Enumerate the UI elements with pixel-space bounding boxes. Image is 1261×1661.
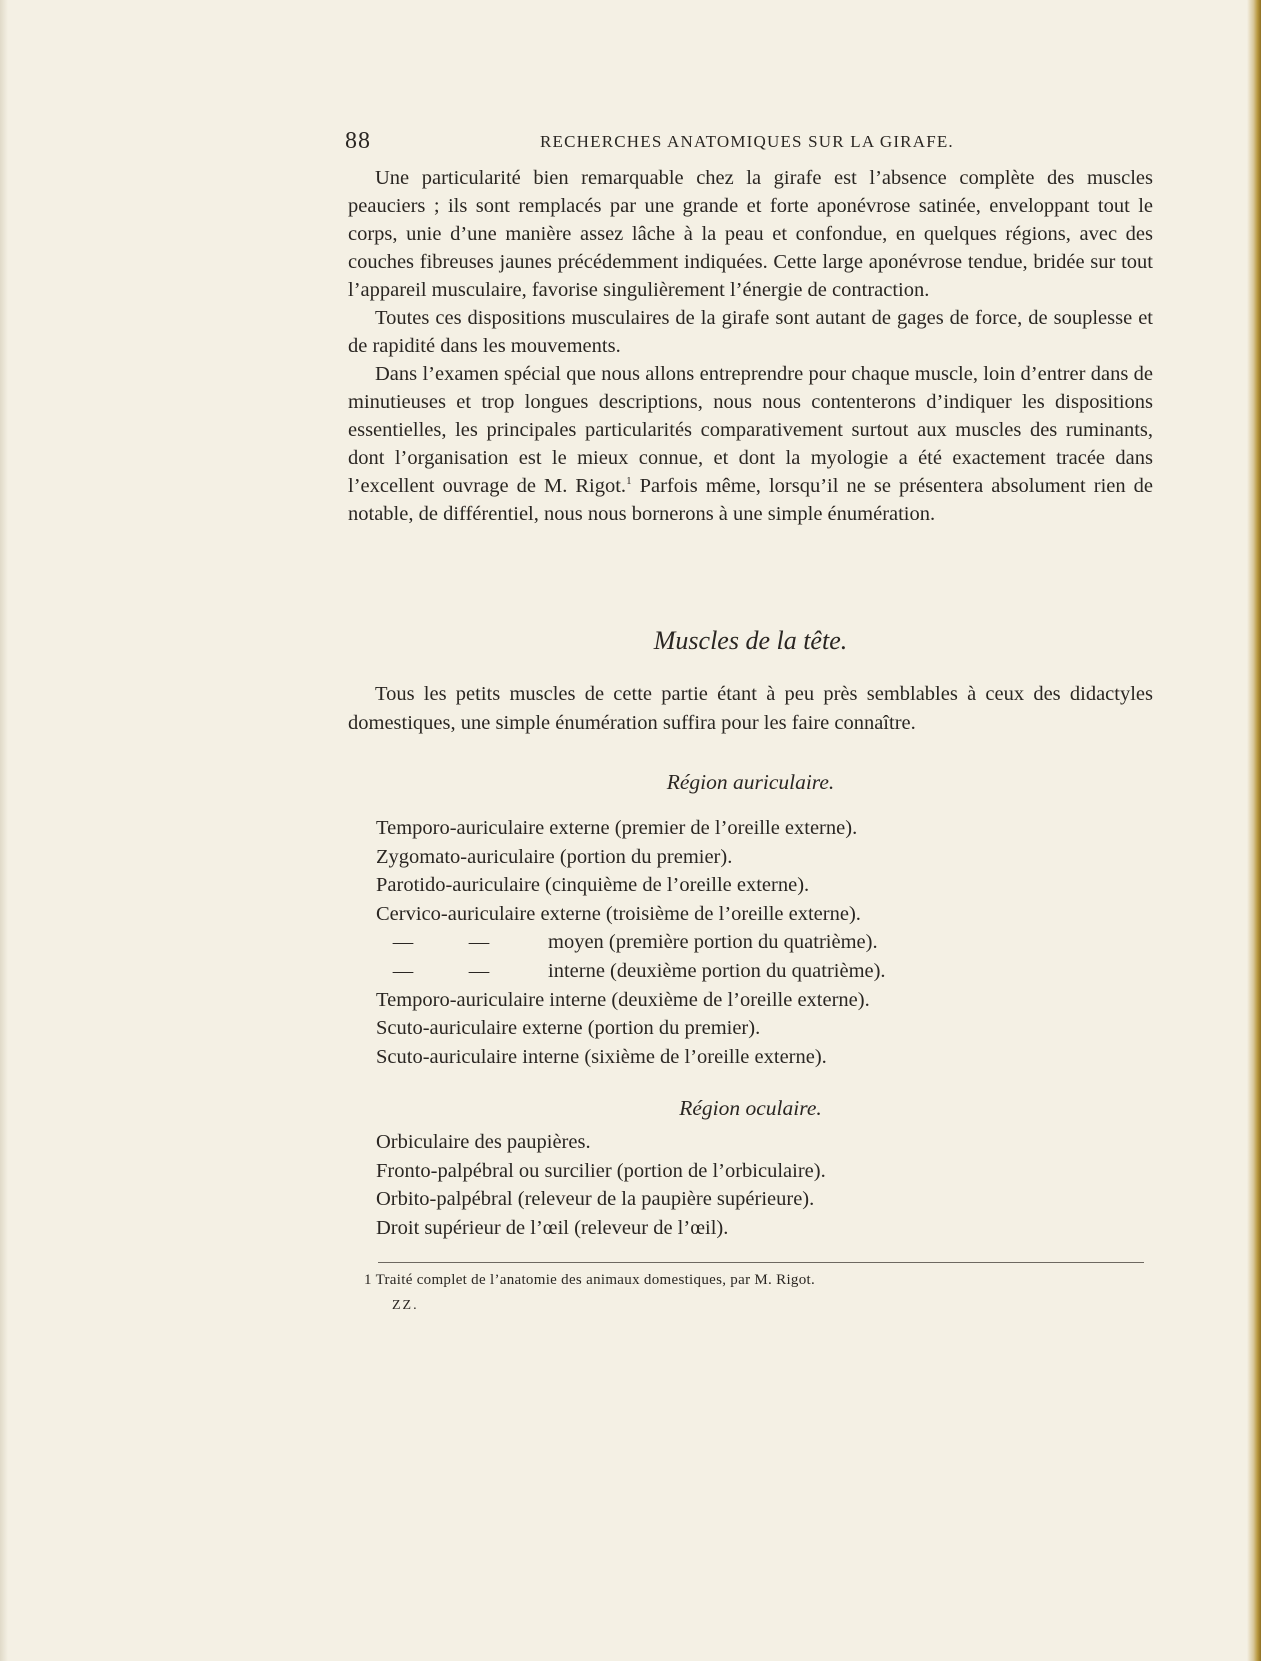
paragraph-1: Une particularité bien remarquable chez la girafe est l’absence complète des muscles peauciers ; ils sont remplacés par une grande et forte aponévrose satinée, enveloppant tout le corps, unie d’une manière assez lâche à la peau et confondue, en quelques régions, avec des couches fibreuses jaunes précédemment indiquées. Cette large aponévrose tendue, bridée sur tout l’appareil musculaire, favorise singulièrement l’énergie de contraction.: [348, 167, 1153, 301]
ditto-dash: —: [468, 931, 490, 954]
section-intro-text: Tous les petits muscles de cette partie étant à peu près semblables à ceux des didactyles domestiques, une simple énumération suffira pour les faire connaître.: [348, 683, 1153, 734]
paragraph-4-text: Parfois même, lorsqu’il ne se présentera absolument rien de notable, de différentiel, nous nous bornerons à une simple énumération.: [348, 475, 1154, 525]
list-item: Orbito-palpébral (releveur de la paupière supérieure).: [376, 1188, 815, 1211]
region-list-auriculaire: [376, 814, 1136, 1071]
ditto-dash: —: [392, 959, 414, 982]
ditto-dash: —: [468, 959, 490, 982]
list-item: Temporo-auriculaire interne (deuxième de l’oreille externe).: [376, 988, 870, 1011]
paragraph-3-text: Dans l’examen spécial que nous allons entreprendre pour chaque muscle, loin d’entrer dans de minutieuses et trop longues descriptions, nous nous contenterons d’indiquer les dispositions essentielles, les principales particularités comparativement surtout aux muscles des ruminants, dont l’organisation est le mieux connue, et dont la myologie a été exactement tracée dans l’excellent ouvrage de M. Rigot.: [348, 363, 1153, 497]
page-edge: [1247, 0, 1261, 1661]
signature-mark: ZZ.: [392, 1298, 419, 1313]
region-title-auriculaire: Région auriculaire.: [666, 770, 835, 794]
list-item: Droit supérieur de l’œil (releveur de l’œil).: [376, 1216, 729, 1239]
footnote-marker: 1: [626, 475, 632, 488]
page-header: [345, 128, 1145, 158]
paragraph-2: Toutes ces dispositions musculaires de la girafe sont autant de gages de force, de souplesse et de rapidité dans les mouvements.: [348, 307, 1153, 357]
region-title-oculaire: Région oculaire.: [679, 1096, 822, 1120]
footnote-rule: [378, 1262, 1144, 1263]
section-title: Muscles de la tête.: [653, 626, 848, 655]
list-item: Scuto-auriculaire interne (sixième de l’oreille externe).: [376, 1045, 827, 1068]
page-number: 88: [345, 128, 371, 154]
paragraph-3: [348, 360, 1153, 528]
list-item: Orbiculaire des paupières.: [376, 1131, 591, 1153]
section-intro: [348, 680, 1153, 738]
body-text: [348, 164, 1153, 528]
list-item: [376, 928, 1136, 957]
list-item: [376, 957, 1136, 986]
list-item: Parotido-auriculaire (cinquième de l’oreille externe).: [376, 874, 810, 897]
ditto-dash: —: [392, 931, 414, 954]
running-title: RECHERCHES ANATOMIQUES SUR LA GIRAFE.: [540, 132, 954, 151]
list-item: Fronto-palpébral ou surcilier (portion de l’orbiculaire).: [376, 1159, 826, 1182]
footnote: 1 Traité complet de l’anatomie des animaux domestiques, par M. Rigot.: [364, 1272, 816, 1288]
list-item-text: moyen (première portion du quatrième).: [548, 931, 878, 954]
list-item-text: interne (deuxième portion du quatrième).: [548, 959, 886, 982]
page-gutter-shadow: [0, 0, 8, 1661]
region-list-oculaire: [376, 1128, 1136, 1242]
list-item: Temporo-auriculaire externe (premier de l’oreille externe).: [376, 817, 858, 839]
list-item: Zygomato-auriculaire (portion du premier).: [376, 845, 733, 868]
list-item: Cervico-auriculaire externe (troisième de l’oreille externe).: [376, 902, 861, 925]
list-item: Scuto-auriculaire externe (portion du premier).: [376, 1017, 761, 1040]
